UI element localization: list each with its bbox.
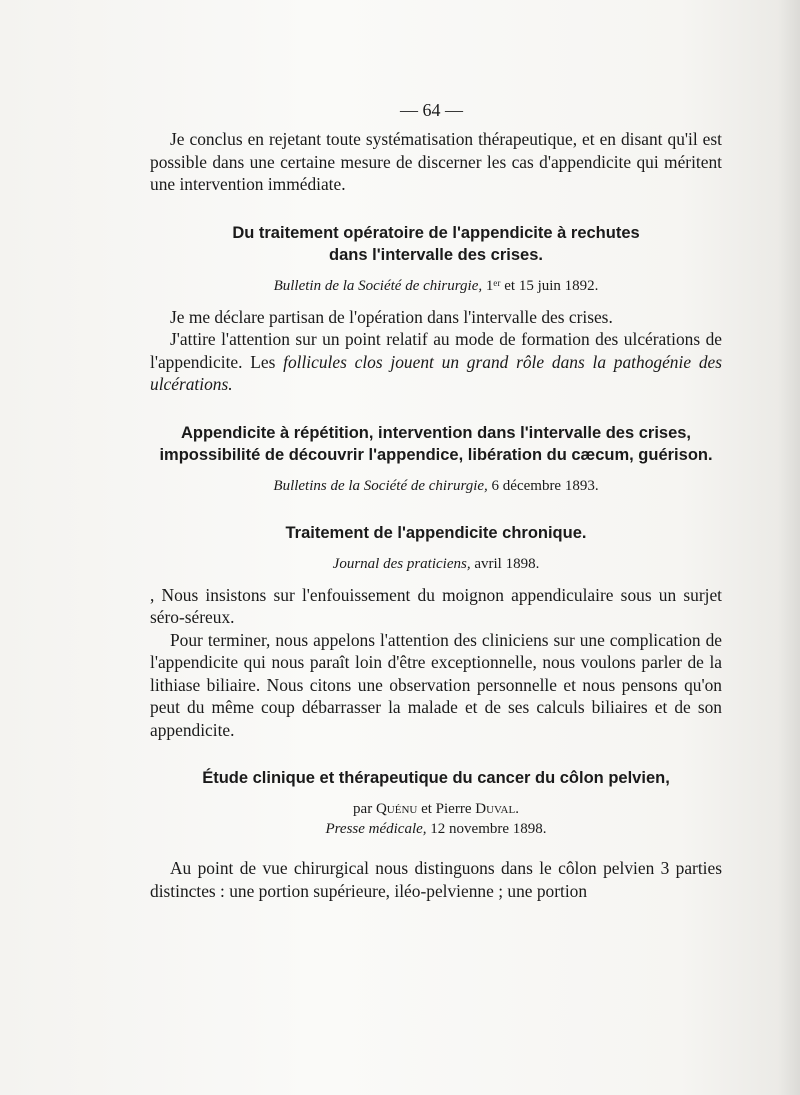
- paragraph-conclusion: Je conclus en rejetant toute systématisation thérapeutique, et en disant qu'il est possible dans une certaine mesure de discerner les cas d'appendicite qui méritent une intervention immédiate.: [150, 129, 722, 194]
- page-edge-shadow: [778, 0, 800, 1095]
- heading-1-line-1: Du traitement opératoire de l'appendicite à rechutes: [232, 223, 640, 242]
- author-quenu: Quénu: [375, 801, 418, 817]
- paragraph-enfouissement: , Nous insistons sur l'enfouissement du moignon appendiculaire sous un surjet séro-séreux.: [150, 584, 722, 627]
- reference-2-date: 6 décembre 1893.: [491, 477, 599, 494]
- heading-2-line-1: Appendicite à répétition, intervention dans l'intervalle des crises,: [180, 423, 692, 442]
- reference-4-date: 12 novembre 1898.: [430, 821, 547, 837]
- reference-1-date: 1ᵉʳ et 15 juin 1892.: [485, 277, 599, 294]
- page-content: [150, 128, 722, 902]
- section-heading-4: Étude clinique et thérapeutique du cancer du côlon pelvien,: [202, 769, 670, 787]
- authors-line: [150, 799, 722, 819]
- reference-3: [150, 554, 722, 574]
- heading-1-line-2: dans l'intervalle des crises.: [329, 245, 543, 264]
- reference-4-journal: Presse médicale,: [325, 821, 427, 837]
- paragraph-partisan: Je me déclare partisan de l'opération dans l'intervalle des crises.: [170, 306, 613, 327]
- reference-4: [150, 819, 722, 839]
- section-heading-3: Traitement de l'appendicite chronique.: [285, 523, 587, 542]
- paragraph-ulcerations-text: J'attire l'attention sur un point relatif au mode de formation des ulcérations de l'appendicite. Les: [150, 329, 722, 372]
- reference-3-date: avril 1898.: [474, 555, 540, 572]
- section-heading-2: [150, 422, 722, 466]
- reference-2: [150, 476, 722, 496]
- reference-2-journal: Bulletins de la Société de chirurgie,: [273, 477, 488, 494]
- page-number: — 64 —: [400, 100, 463, 120]
- paragraph-colon-pelvien: Au point de vue chirurgical nous distinguons dans le côlon pelvien 3 parties distinctes : une portion supérieure, iléo-pelvienne ; une portion: [150, 858, 722, 901]
- reference-1: [150, 276, 722, 296]
- heading-2-line-2: impossibilité de découvrir l'appendice, libération du cæcum, guérison.: [159, 445, 713, 464]
- paragraph-ulcerations-italic: follicules clos jouent un grand rôle dans la pathogénie des ulcérations.: [150, 351, 722, 394]
- paragraph-lithiase: Pour terminer, nous appelons l'attention des cliniciens sur une complication de l'appendicite qui nous paraît loin d'être exceptionnelle, nous voulons parler de la lithiase biliaire. Nous citons une observation personnelle et nous pensons qu'on peut du même coup débarrasser la malade et de ses calculs biliaires et de son appendicite.: [150, 629, 722, 740]
- reference-3-journal: Journal des praticiens,: [332, 555, 471, 572]
- paragraph-ulcerations: [150, 328, 722, 396]
- authors-par: par: [353, 801, 373, 817]
- reference-1-journal: Bulletin de la Société de chirurgie,: [273, 277, 483, 294]
- section-heading-1: [150, 222, 722, 266]
- author-duval: Duval.: [475, 801, 519, 817]
- authors-et: et Pierre: [421, 801, 472, 817]
